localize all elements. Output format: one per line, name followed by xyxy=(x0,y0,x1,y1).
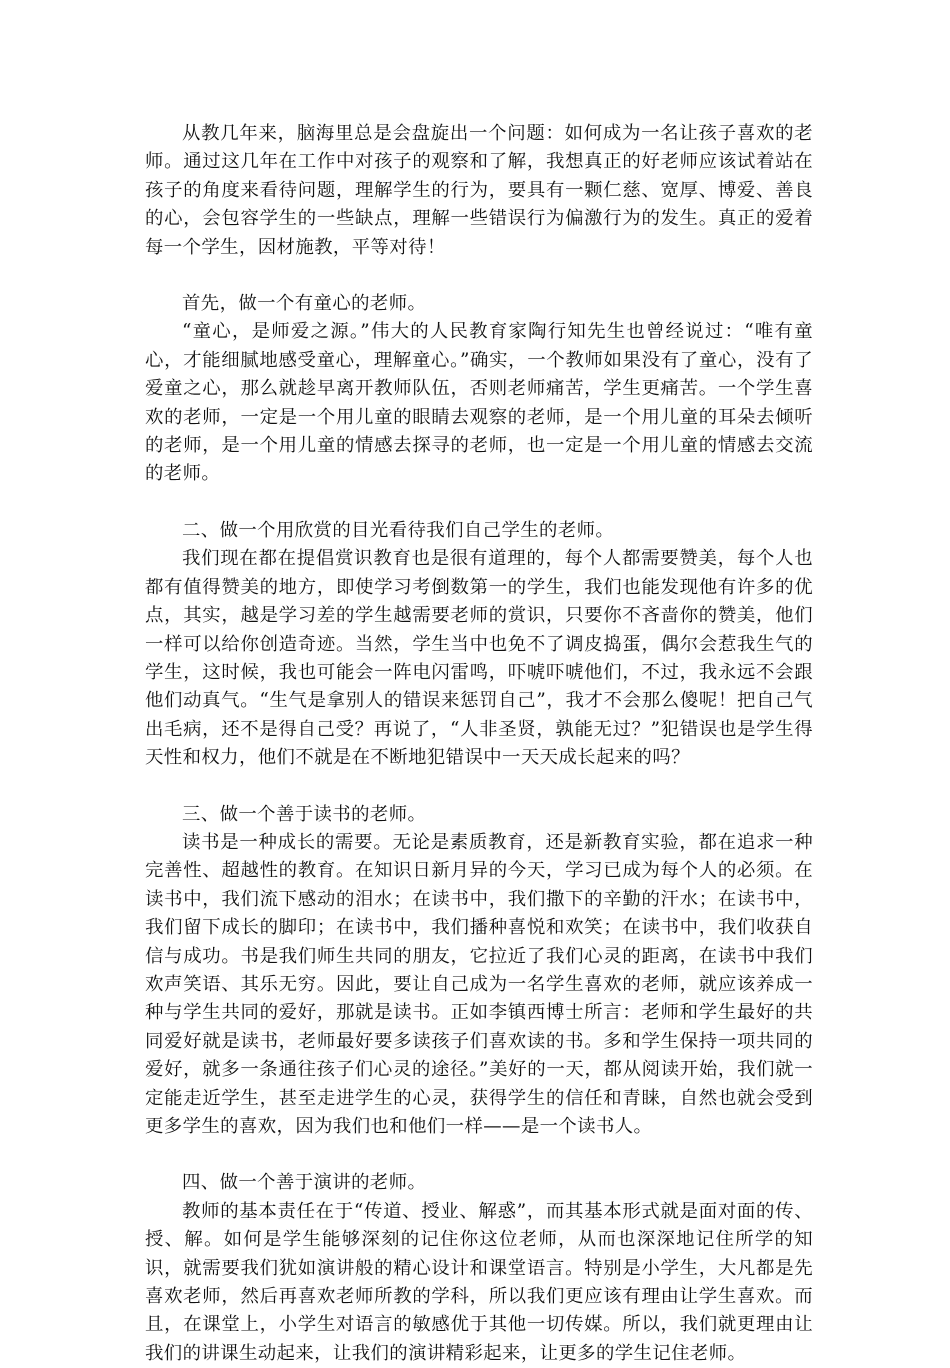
paragraph-gap xyxy=(145,1141,813,1169)
section-heading-2: 二、做一个用欣赏的目光看待我们自己学生的老师。 xyxy=(182,519,615,541)
section-body-1: “童心，是师爱之源。”伟大的人民教育家陶行知先生也曾经说过：“唯有童心，才能细腻地感受童心，理解童心。”确实，一个教师如果没有了童心，没有了爱童之心，那么就趁早离开教师队伍，否则老师痛苦，学生更痛苦。一个学生喜欢的老师，一定是一个用儿童的眼睛去观察的老师，是一个用儿童的耳朵去倾听的老师，是一个用儿童的情感去探寻的老师，也一定是一个用儿童的情感去交流的老师。 xyxy=(145,321,813,485)
document-page xyxy=(145,120,813,1368)
paragraph-gap xyxy=(145,773,813,801)
section-body-2: 我们现在都在提倡赏识教育也是很有道理的，每个人都需要赞美，每个人也都有值得赞美的地方，即使学习考倒数第一的学生，我们也能发现他有许多的优点，其实，越是学习差的学生越需要老师的赏识，只要你不吝啬你的赞美，他们一样可以给你创造奇迹。当然，学生当中也免不了调皮捣蛋，偶尔会惹我生气的学生，这时候，我也可能会一阵电闪雷鸣，吓唬吓唬他们，不过，我永远不会跟他们动真气。“生气是拿别人的错误来惩罚自己”，我才不会那么傻呢！把自己气出毛病，还不是得自己受？再说了，“人非圣贤，孰能无过？”犯错误也是学生得天性和权力，他们不就是在不断地犯错误中一天天成长起来的吗？ xyxy=(145,548,813,769)
section-heading-4: 四、做一个善于演讲的老师。 xyxy=(182,1172,427,1194)
section-body-3: 读书是一种成长的需要。无论是素质教育，还是新教育实验，都在追求一种完善性、超越性的教育。在知识日新月异的今天，学习已成为每个人的必须。在读书中，我们流下感动的泪水；在读书中，我们撒下的辛勤的汗水；在读书中，我们留下成长的脚印；在读书中，我们播种喜悦和欢笑；在读书中，我们收获自信与成功。书是我们师生共同的朋友，它拉近了我们心灵的距离，在读书中我们欢声笑语、其乐无穷。因此，要让自己成为一名学生喜欢的老师，就应该养成一种与学生共同的爱好，那就是读书。正如李镇西博士所言：老师和学生最好的共同爱好就是读书，老师最好要多读孩子们喜欢读的书。多和学生保持一项共同的爱好，就多一条通往孩子们心灵的途径。”美好的一天，都从阅读开始，我们就一定能走近学生，甚至走进学生的心灵，获得学生的信任和青睐，自然也就会受到更多学生的喜欢，因为我们也和他们一样——是一个读书人。 xyxy=(145,831,813,1137)
section-body-4: 教师的基本责任在于“传道、授业、解惑”，而其基本形式就是面对面的传、授、解。如何是学生能够深刻的记住你这位老师，从而也深深地记住所学的知识，就需要我们犹如演讲般的精心设计和课堂语言。特别是小学生，大凡都是先喜欢老师，然后再喜欢老师所教的学科，所以我们更应该有理由让学生喜欢。而且，在课堂上，小学生对语言的敏感优于其他一切传媒。所以，我们就更理由让我们的讲课生动起来，让我们的演讲精彩起来，让更多的学生记住老师。 xyxy=(145,1200,813,1364)
intro-paragraph: 从教几年来，脑海里总是会盘旋出一个问题：如何成为一名让孩子喜欢的老师。通过这几年在工作中对孩子的观察和了解，我想真正的好老师应该试着站在孩子的角度来看待问题，理解学生的行为，要具有一颗仁慈、宽厚、博爱、善良的心，会包容学生的一些缺点，理解一些错误行为偏激行为的发生。真正的爱着每一个学生，因材施教，平等对待！ xyxy=(145,123,813,258)
paragraph-gap xyxy=(145,262,813,290)
section-heading-1: 首先，做一个有童心的老师。 xyxy=(182,293,427,315)
paragraph-gap xyxy=(145,489,813,517)
section-heading-3: 三、做一个善于读书的老师。 xyxy=(182,803,427,825)
